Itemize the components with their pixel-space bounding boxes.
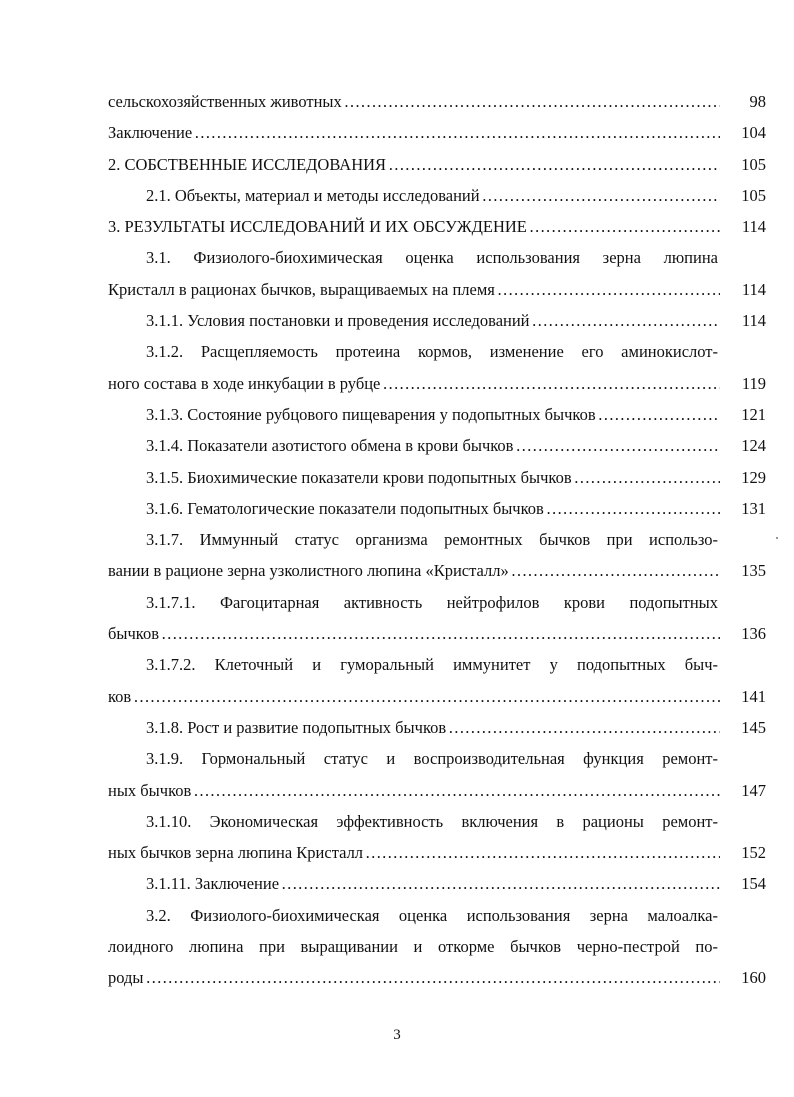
toc-entry-label: ного состава в ходе инкубации в рубце (108, 373, 381, 393)
toc-entry-text (146, 399, 720, 430)
toc-entry (108, 86, 766, 117)
toc-entry (108, 242, 766, 273)
toc-entry-text (108, 211, 720, 242)
toc-entry-page: 152 (741, 843, 766, 863)
toc-entry-page: 105 (741, 154, 766, 174)
toc-entry-text (108, 931, 720, 962)
toc-entry-label: 3.1.1. Условия постановки и проведения исследований (146, 311, 530, 331)
toc-entry-page: 121 (741, 404, 766, 424)
toc-entry-page: 160 (741, 968, 766, 988)
toc-entry-text (146, 462, 720, 493)
toc-entry-label: 3.1.5. Биохимические показатели крови подопытных бычков (146, 467, 572, 487)
toc-entry-label: лоидного люпина при выращивании и откорме бычков черно-пестрой по- (108, 937, 718, 957)
toc-entry-text (108, 837, 720, 868)
toc-entry (108, 399, 766, 430)
toc-entry-label: ных бычков зерна люпина Кристалл (108, 843, 364, 863)
toc-entry (108, 336, 766, 367)
toc-entry-text (146, 868, 720, 899)
toc-entry-page: 104 (741, 123, 766, 143)
toc-entry (108, 681, 766, 712)
toc-entry (108, 931, 766, 962)
toc-entry-text (108, 274, 720, 305)
toc-entry (108, 868, 766, 899)
toc-entry-page: 141 (741, 686, 766, 706)
toc-entry-text (108, 117, 720, 148)
toc-entry-label: 3.1.11. Заключение (146, 874, 280, 894)
toc-entry (108, 180, 766, 211)
toc-entry (108, 524, 766, 555)
toc-entry-text (108, 86, 720, 117)
toc-entry-page: 136 (741, 624, 766, 644)
toc-entry (108, 649, 766, 680)
toc-entry-text (108, 149, 720, 180)
toc-entry-label: 2.1. Объекты, материал и методы исследований (146, 185, 480, 205)
scan-speck (776, 537, 778, 539)
toc-entry-text (146, 587, 720, 618)
toc-entry-text (146, 806, 720, 837)
toc-entry-label: 2. СОБСТВЕННЫЕ ИССЛЕДОВАНИЯ (108, 154, 387, 174)
toc-entry-page: 114 (741, 279, 766, 299)
toc-entry-page: 105 (741, 185, 766, 205)
toc-entry (108, 211, 766, 242)
toc-entry (108, 368, 766, 399)
toc-entry-label: сельскохозяйственных животных (108, 92, 342, 111)
toc-entry-text (146, 180, 720, 211)
toc-entry-label: 3.1.6. Гематологические показатели подопытных бычков (146, 498, 544, 518)
toc-entry-page: 129 (741, 467, 766, 487)
toc-entry-label: вании в рационе зерна узколистного люпина «Кристалл» (108, 561, 509, 581)
toc-entry-label: 3.1.7. Иммунный статус организма ремонтных бычков при использо- (146, 530, 718, 550)
toc-entry-label: 3.2. Физиолого-биохимическая оценка использования зерна малоалка- (146, 905, 718, 925)
toc-entry (108, 493, 766, 524)
toc-entry-text (146, 336, 720, 367)
toc-entry (108, 743, 766, 774)
toc-entry-page: 147 (741, 780, 766, 800)
toc-entry (108, 305, 766, 336)
toc-entry-text (108, 555, 720, 586)
toc-entry (108, 618, 766, 649)
toc-entry-page: 119 (741, 373, 766, 393)
toc-entry-page: 124 (741, 436, 766, 456)
toc-entry (108, 430, 766, 461)
toc-entry-text (108, 962, 720, 993)
toc-entry-page: 114 (741, 217, 766, 237)
toc-entry (108, 900, 766, 931)
toc-entry-label: 3.1.2. Расщепляемость протеина кормов, изменение его аминокислот- (146, 342, 718, 362)
toc-entry (108, 587, 766, 618)
toc-entry (108, 274, 766, 305)
toc-entry (108, 962, 766, 993)
toc-entry-label: 3.1.10. Экономическая эффективность включения в рационы ремонт- (146, 811, 718, 831)
toc-entry-text (146, 712, 720, 743)
toc-entry-label: ков (108, 686, 132, 706)
toc-entry-label: 3.1. Физиолого-биохимическая оценка использования зерна люпина (146, 248, 718, 268)
page-number: 3 (393, 1027, 401, 1043)
toc-entry-text (108, 681, 720, 712)
toc-entry-text (146, 743, 720, 774)
toc-entry-label: ных бычков (108, 780, 192, 800)
toc-entry-label: 3. РЕЗУЛЬТАТЫ ИССЛЕДОВАНИЙ И ИХ ОБСУЖДЕНИЕ (108, 217, 527, 237)
toc-entry (108, 149, 766, 180)
toc-entry-text (146, 900, 720, 931)
toc-entry-text (146, 524, 720, 555)
toc-entry-label: 3.1.4. Показатели азотистого обмена в крови бычков (146, 436, 514, 456)
toc-entry (108, 462, 766, 493)
toc-entry-page: 98 (749, 92, 766, 111)
toc-entry-label: Кристалл в рационах бычков, выращиваемых на племя (108, 279, 495, 299)
toc-entry (108, 712, 766, 743)
toc-entry-label: 3.1.7.1. Фагоцитарная активность нейтрофилов крови подопытных (146, 592, 718, 612)
toc-entry-label: 3.1.3. Состояние рубцового пищеварения у подопытных бычков (146, 404, 596, 424)
toc-entry-text (108, 368, 720, 399)
toc-entry (108, 837, 766, 868)
table-of-contents (108, 86, 766, 994)
toc-entry-text (108, 618, 720, 649)
toc-entry (108, 117, 766, 148)
toc-entry-label: 3.1.7.2. Клеточный и гуморальный иммунитет у подопытных быч- (146, 655, 718, 675)
toc-entry-text (108, 775, 720, 806)
toc-entry-label: бычков (108, 624, 159, 644)
toc-entry-page: 145 (741, 717, 766, 737)
toc-entry-label: Заключение (108, 123, 193, 143)
toc-entry (108, 806, 766, 837)
toc-entry-page: 131 (741, 498, 766, 518)
toc-entry-text (146, 649, 720, 680)
toc-entry-text (146, 493, 720, 524)
toc-entry-text (146, 305, 720, 336)
toc-entry-page: 114 (741, 311, 766, 331)
toc-entry (108, 775, 766, 806)
toc-entry-label: 3.1.9. Гормональный статус и воспроизводительная функция ремонт- (146, 749, 718, 769)
toc-entry-page: 154 (741, 874, 766, 894)
toc-entry-text (146, 242, 720, 273)
toc-entry (108, 555, 766, 586)
toc-entry-page: 135 (741, 561, 766, 581)
toc-entry-text (146, 430, 720, 461)
toc-entry-label: 3.1.8. Рост и развитие подопытных бычков (146, 717, 447, 737)
toc-entry-label: роды (108, 968, 144, 988)
